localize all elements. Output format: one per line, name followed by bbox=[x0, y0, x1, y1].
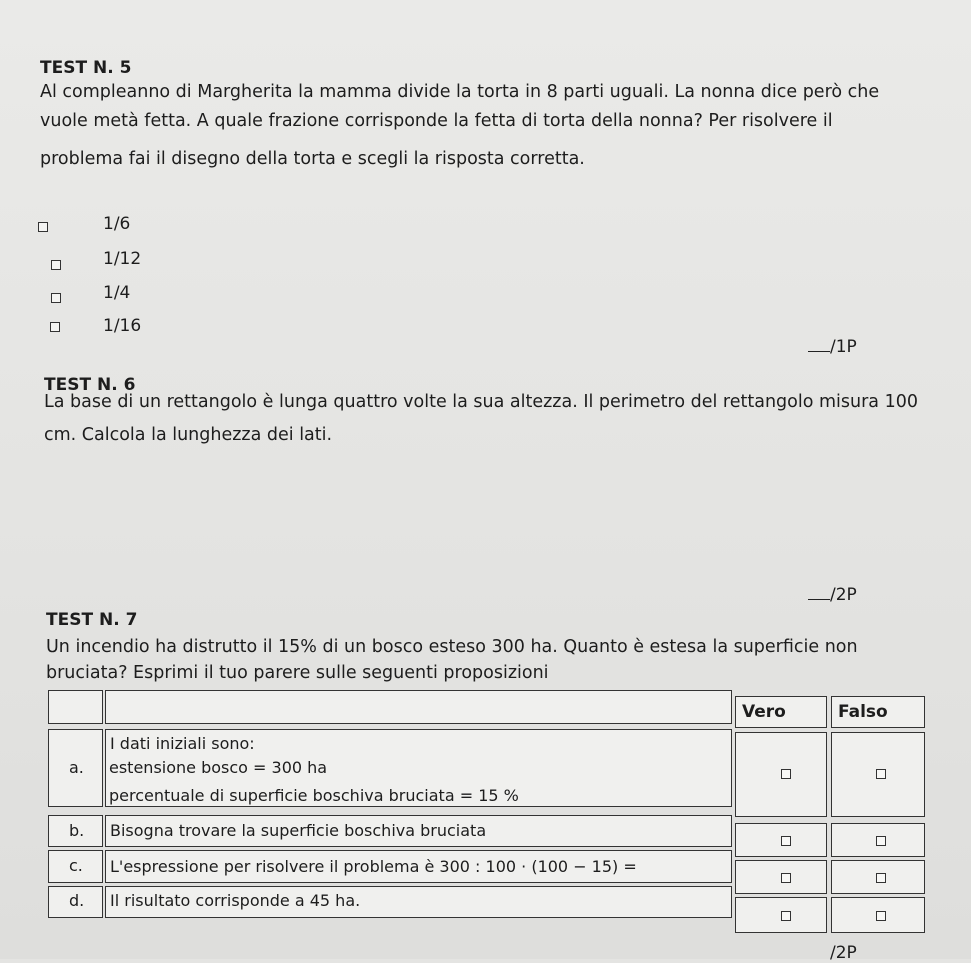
row-d-letter-cell bbox=[48, 886, 103, 918]
row-d-false-cell bbox=[831, 897, 925, 933]
row-a-line-2: estensione bosco = 300 ha bbox=[109, 758, 328, 777]
row-a-letter: a. bbox=[69, 758, 84, 777]
test7-text-line-2: bruciata? Esprimi il tuo parere sulle seguenti proposizioni bbox=[46, 663, 549, 683]
row-a-line-1: I dati iniziali sono: bbox=[110, 734, 255, 753]
table-header-empty-2 bbox=[105, 690, 732, 724]
row-d-true-cell bbox=[735, 897, 827, 933]
row-b-letter: b. bbox=[69, 821, 85, 840]
option-4-checkbox[interactable] bbox=[50, 322, 60, 332]
row-c-true-cell bbox=[735, 860, 827, 894]
table-header-true bbox=[735, 696, 827, 728]
header-false-label: Falso bbox=[838, 702, 888, 722]
row-c-statement-cell bbox=[105, 850, 732, 883]
row-c-line-1: L'espressione per risolvere il problema è 300 : 100 · (100 − 15) = bbox=[110, 857, 637, 876]
row-c-true-checkbox[interactable] bbox=[781, 873, 791, 883]
test5-text-line-1: Al compleanno di Margherita la mamma divide la torta in 8 parti uguali. La nonna dice però che bbox=[40, 82, 880, 102]
score-blank-line[interactable] bbox=[808, 351, 830, 352]
option-4-label: 1/16 bbox=[103, 316, 142, 336]
row-c-letter: c. bbox=[69, 856, 83, 875]
test6-text-line-2: cm. Calcola la lunghezza dei lati. bbox=[44, 425, 333, 445]
row-b-false-checkbox[interactable] bbox=[876, 836, 886, 846]
option-2-label: 1/12 bbox=[103, 249, 142, 269]
test5-score bbox=[808, 337, 857, 357]
test5-text-line-3: problema fai il disegno della torta e scegli la risposta corretta. bbox=[40, 149, 585, 169]
score-blank-line[interactable] bbox=[808, 599, 830, 600]
row-b-statement-cell bbox=[105, 815, 732, 847]
test6-title: TEST N. 6 bbox=[44, 375, 136, 395]
row-d-line-1: Il risultato corrisponde a 45 ha. bbox=[110, 891, 361, 910]
row-d-statement-cell bbox=[105, 886, 732, 918]
option-1-checkbox[interactable] bbox=[38, 222, 48, 232]
row-a-true-cell bbox=[735, 732, 827, 817]
row-a-false-checkbox[interactable] bbox=[876, 769, 886, 779]
test6-score-text: /2P bbox=[830, 585, 857, 605]
row-a-line-3: percentuale di superficie boschiva bruciata = 15 % bbox=[109, 786, 519, 805]
row-d-letter: d. bbox=[69, 891, 85, 910]
row-b-false-cell bbox=[831, 823, 925, 857]
header-true-label: Vero bbox=[742, 702, 786, 722]
row-d-true-checkbox[interactable] bbox=[781, 911, 791, 921]
row-c-false-cell bbox=[831, 860, 925, 894]
test5-title: TEST N. 5 bbox=[40, 58, 132, 78]
test7-score: /2P bbox=[830, 943, 857, 963]
test6-text-line-1: La base di un rettangolo è lunga quattro volte la sua altezza. Il perimetro del rettangolo misura 100 bbox=[44, 392, 918, 412]
row-d-false-checkbox[interactable] bbox=[876, 911, 886, 921]
table-header-empty-1 bbox=[48, 690, 103, 724]
test5-text-line-2: vuole metà fetta. A quale frazione corrisponde la fetta di torta della nonna? Per risolvere il bbox=[40, 111, 833, 131]
test7-text-line-1: Un incendio ha distrutto il 15% di un bosco esteso 300 ha. Quanto è estesa la superficie non bbox=[46, 637, 858, 657]
option-3-label: 1/4 bbox=[103, 283, 131, 303]
test7-title: TEST N. 7 bbox=[46, 610, 138, 630]
option-3-checkbox[interactable] bbox=[51, 293, 61, 303]
row-c-false-checkbox[interactable] bbox=[876, 873, 886, 883]
row-a-false-cell bbox=[831, 732, 925, 817]
row-b-true-cell bbox=[735, 823, 827, 857]
option-1-label: 1/6 bbox=[103, 214, 131, 234]
option-2-checkbox[interactable] bbox=[51, 260, 61, 270]
row-c-letter-cell bbox=[48, 850, 103, 883]
table-header-false bbox=[831, 696, 925, 728]
row-b-letter-cell bbox=[48, 815, 103, 847]
row-b-true-checkbox[interactable] bbox=[781, 836, 791, 846]
test6-score bbox=[808, 585, 857, 605]
test5-score-text: /1P bbox=[830, 337, 857, 357]
row-b-line-1: Bisogna trovare la superficie boschiva bruciata bbox=[110, 821, 487, 840]
row-a-true-checkbox[interactable] bbox=[781, 769, 791, 779]
row-a-letter-cell bbox=[48, 729, 103, 807]
